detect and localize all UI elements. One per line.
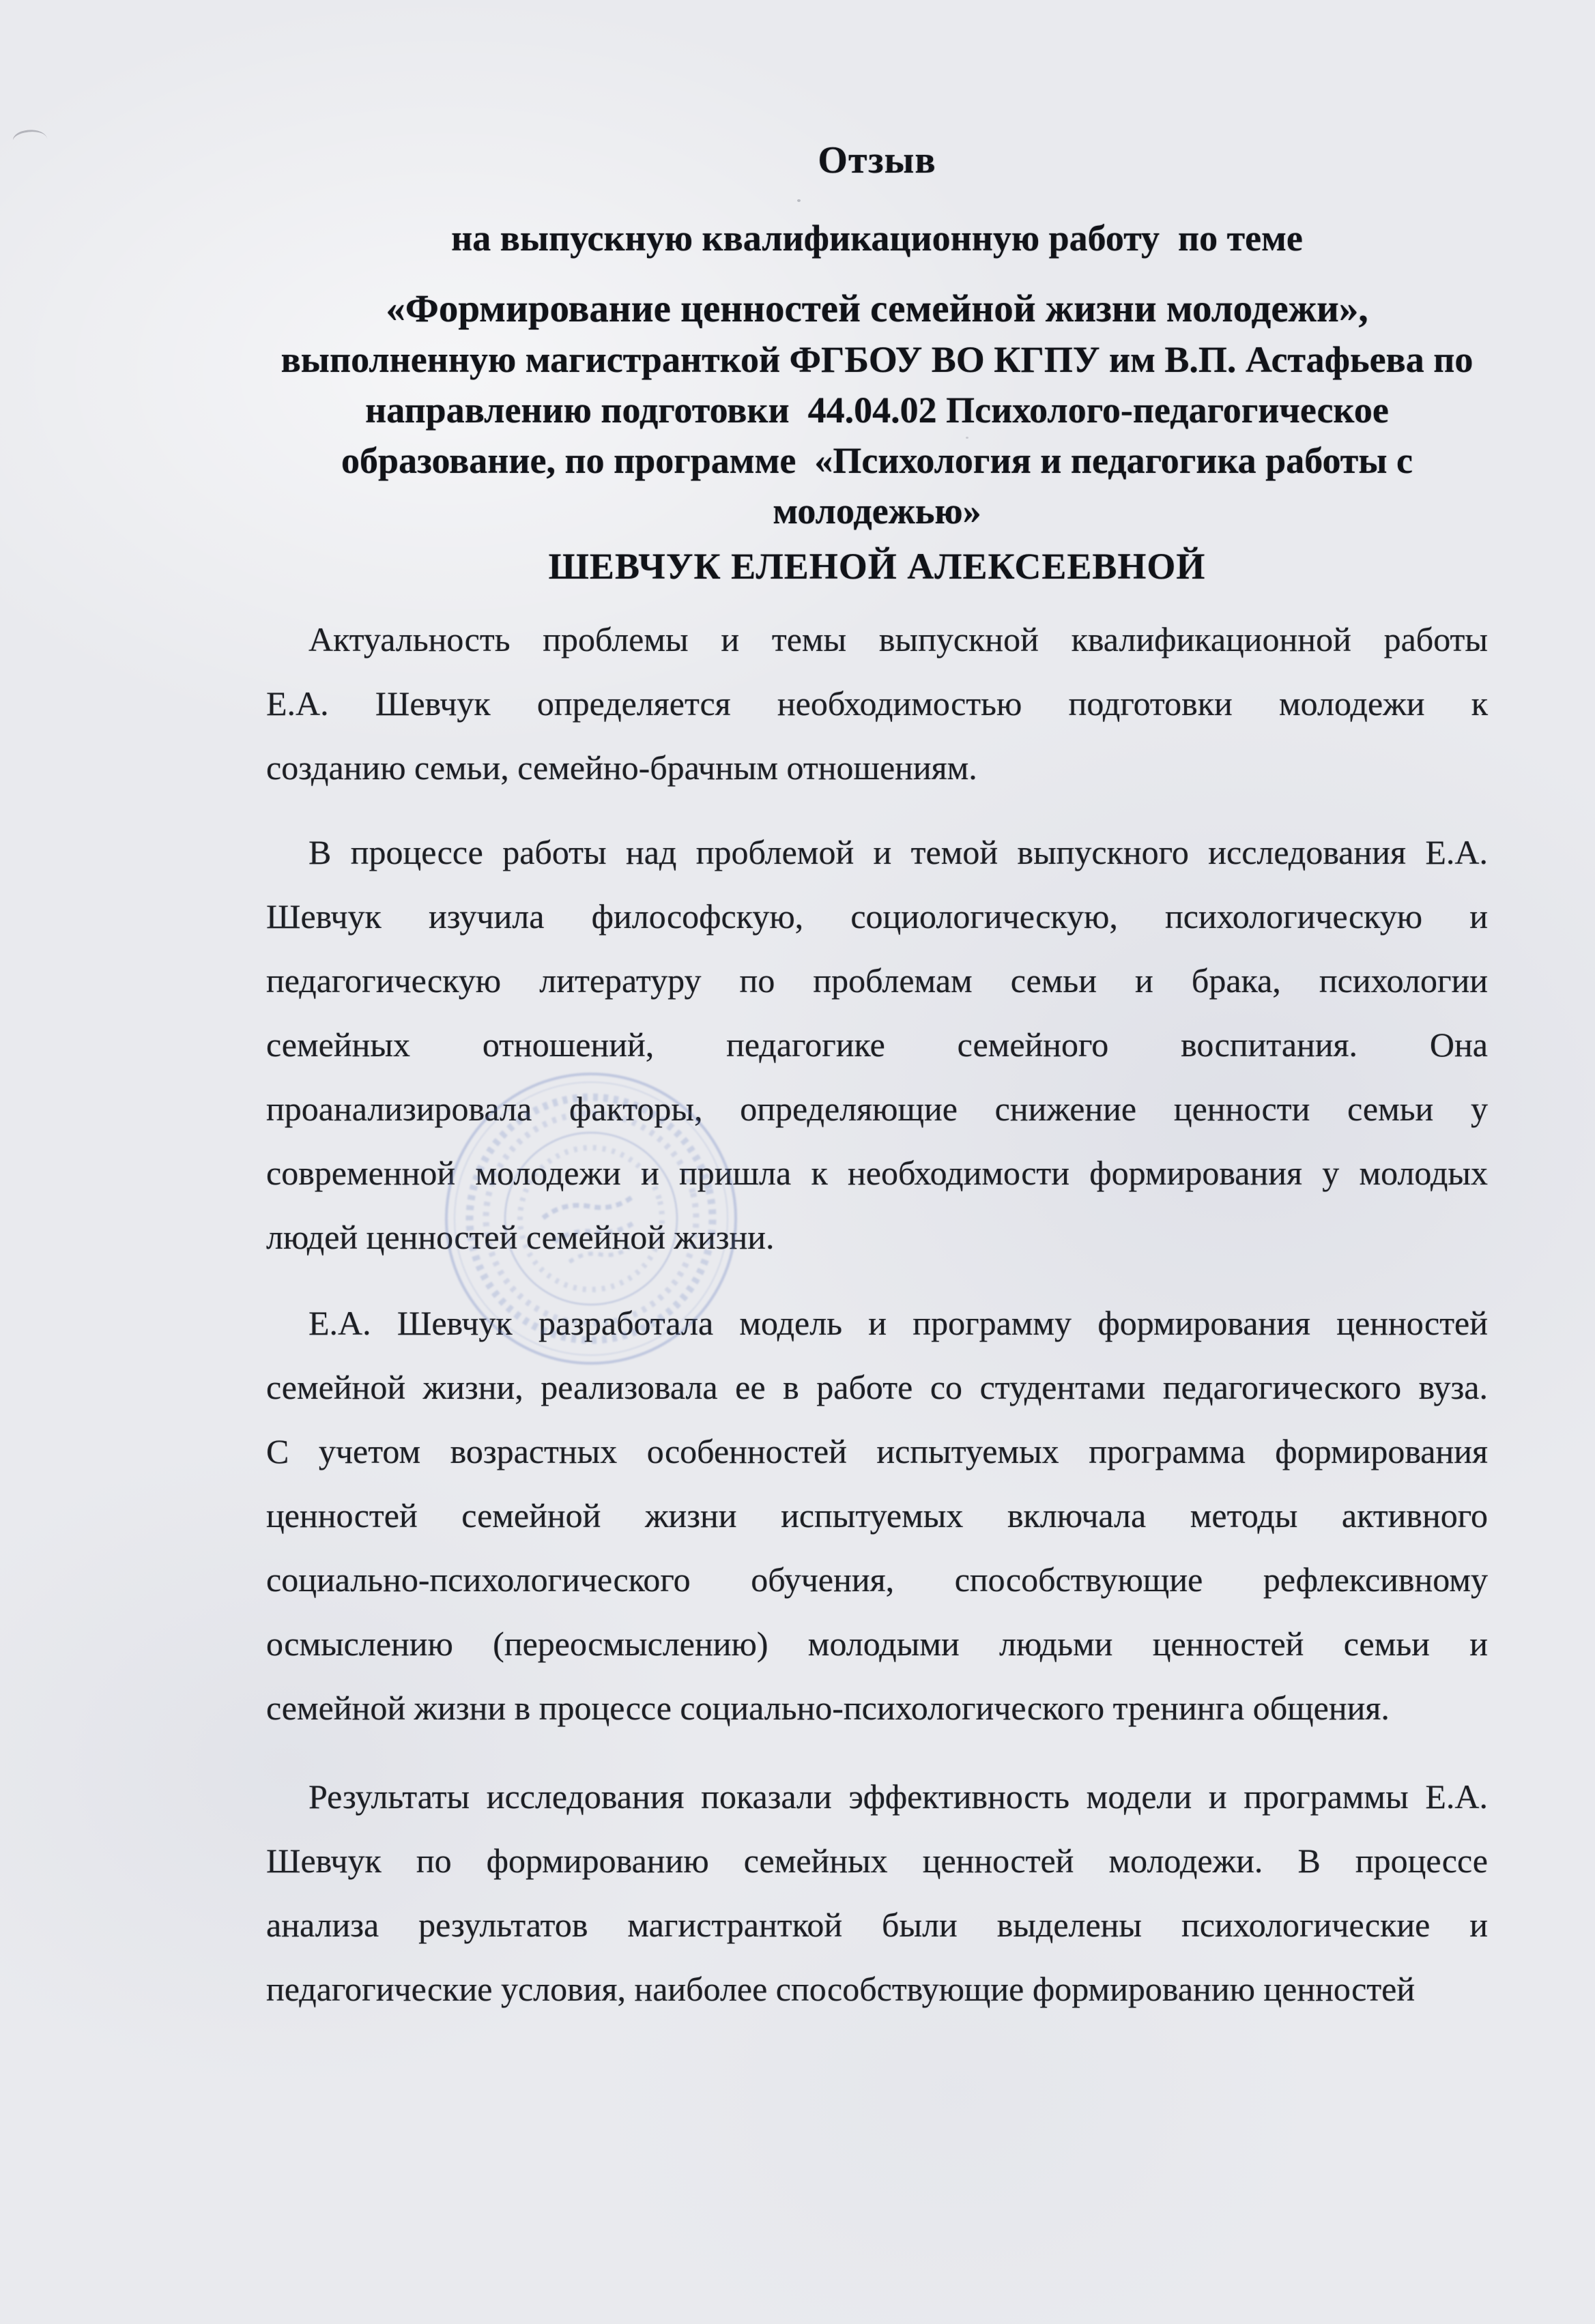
- paragraph: [266, 820, 1488, 1269]
- text-line: Актуальность проблемы и темы выпускной квалификационной работы: [308, 620, 1488, 658]
- paragraph: [266, 1764, 1488, 2021]
- heading-line: молодежью»: [773, 491, 981, 532]
- text-line: Е.А. Шевчук разработала модель и программу формирования ценностей: [308, 1304, 1488, 1342]
- text-line: Результаты исследования показали эффективность модели и программы Е.А.: [308, 1777, 1488, 1816]
- text-line: людей ценностей семейной жизни.: [266, 1218, 775, 1256]
- thesis-title-line: «Формирование ценностей семейной жизни молодежи»,: [386, 287, 1368, 330]
- paragraph: [266, 607, 1488, 800]
- heading-line: образование, по программе «Психология и педагогика работы с: [341, 440, 1413, 481]
- text-line: осмыслению (переосмыслению) молодыми людьми ценностей семьи и: [266, 1625, 1488, 1663]
- paper-speck: [966, 437, 968, 439]
- text-line: проанализировала факторы, определяющие снижение ценности семьи у: [266, 1090, 1488, 1128]
- text-line: семейных отношений, педагогике семейного воспитания. Она: [266, 1026, 1488, 1064]
- text-line: семейной жизни в процессе социально-психологического тренинга общения.: [266, 1689, 1390, 1727]
- text-line: социально-психологического обучения, способствующие рефлексивному: [266, 1560, 1488, 1599]
- text-line: семейной жизни, реализовала ее в работе со студентами педагогического вуза.: [266, 1368, 1488, 1406]
- pencil-stroke-mark: [12, 126, 48, 146]
- paragraph: [266, 1291, 1488, 1740]
- text-line: ценностей семейной жизни испытуемых включала методы активного: [266, 1496, 1488, 1535]
- text-line: Шевчук по формированию семейных ценностей молодежи. В процессе: [266, 1842, 1488, 1880]
- text-line: В процессе работы над проблемой и темой выпускного исследования Е.А.: [308, 833, 1488, 871]
- text-line: Е.А. Шевчук определяется необходимостью подготовки молодежи к: [266, 684, 1488, 723]
- text-line: созданию семьи, семейно-брачным отношениям.: [266, 749, 977, 787]
- text-line: С учетом возрастных особенностей испытуемых программа формирования: [266, 1432, 1488, 1470]
- paper-speck: [797, 199, 801, 202]
- page-title: Отзыв: [818, 139, 936, 181]
- doc-subtitle: на выпускную квалификационную работу по теме: [451, 218, 1303, 259]
- text-line: современной молодежи и пришла к необходимости формирования у молодых: [266, 1154, 1488, 1192]
- heading-line: выполненную магистранткой ФГБОУ ВО КГПУ им В.П. Астафьева по: [281, 339, 1474, 380]
- text-line: Шевчук изучила философскую, социологическую, психологическую и: [266, 897, 1488, 935]
- text-line: педагогическую литературу по проблемам семьи и брака, психологии: [266, 961, 1488, 1000]
- author-name: ШЕВЧУК ЕЛЕНОЙ АЛЕКСЕЕВНОЙ: [548, 546, 1206, 587]
- thesis-heading-block: [266, 284, 1488, 536]
- heading-line: направлению подготовки 44.04.02 Психолого-педагогическое: [365, 390, 1389, 431]
- text-line: педагогические условия, наиболее способствующие формированию ценностей: [266, 1970, 1416, 2008]
- document-content: [266, 0, 1488, 2021]
- text-line: анализа результатов магистранткой были выделены психологические и: [266, 1906, 1488, 1944]
